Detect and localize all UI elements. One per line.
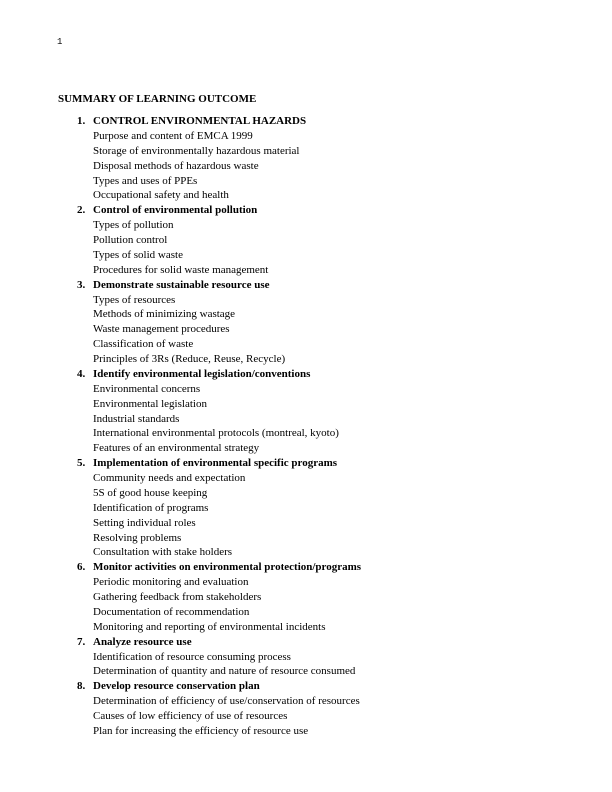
outcome-subitem-text: Waste management procedures bbox=[93, 323, 230, 336]
outcome-subitem-text: Identification of programs bbox=[93, 501, 209, 514]
outcome-subitem-text: Determination of quantity and nature of resource consumed bbox=[93, 665, 356, 678]
outcome-number: 1. bbox=[77, 115, 86, 127]
outcome-subitem-text: Determination of efficiency of use/conservation of resources bbox=[93, 695, 360, 708]
outcome-heading-text: Demonstrate sustainable resource use bbox=[93, 278, 270, 291]
outcome-subitem-text: Types of pollution bbox=[93, 219, 174, 232]
outcome-heading-text: Analyze resource use bbox=[93, 635, 192, 648]
outcome-subitem-text: Types of solid waste bbox=[93, 248, 183, 261]
document-title: SUMMARY OF LEARNING OUTCOME bbox=[58, 93, 257, 105]
outcome-number: 4. bbox=[77, 367, 86, 380]
outcome-subitem-text: Principles of 3Rs (Reduce, Reuse, Recycle) bbox=[93, 353, 286, 365]
outcome-heading-text: Identify environmental legislation/conventions bbox=[93, 367, 311, 380]
outcome-heading-text: Monitor activities on environmental protection/programs bbox=[93, 561, 362, 574]
outcome-subitem-text: Resolving problems bbox=[93, 531, 182, 544]
outcome-subitem-text: Periodic monitoring and evaluation bbox=[93, 576, 249, 589]
outcome-heading-text: Implementation of environmental specific programs bbox=[93, 457, 338, 470]
outcome-number: 5. bbox=[77, 457, 86, 470]
outcome-subitem-text: Industrial standards bbox=[93, 412, 180, 425]
outcome-subitem-text: Monitoring and reporting of environmental incidents bbox=[93, 620, 326, 633]
outcome-number: 6. bbox=[77, 561, 86, 574]
outcome-subitem-text: Features of an environmental strategy bbox=[93, 442, 260, 455]
outcome-subitem-text: Causes of low efficiency of use of resources bbox=[93, 710, 288, 722]
outcome-number: 8. bbox=[77, 680, 86, 693]
outcome-subitem-text: Pollution control bbox=[93, 234, 168, 246]
page-number: 1 bbox=[57, 37, 63, 47]
outcome-subitem-text: Environmental concerns bbox=[93, 382, 201, 395]
outcome-subitem-text: Occupational safety and health bbox=[93, 189, 229, 202]
outcome-number: 2. bbox=[77, 204, 86, 217]
outcome-subitem-text: Environmental legislation bbox=[93, 397, 207, 410]
outcome-subitem-text: Disposal methods of hazardous waste bbox=[93, 159, 259, 172]
outcome-subitem-text: Types of resources bbox=[93, 293, 176, 306]
outcome-subitem-text: Procedures for solid waste management bbox=[93, 263, 269, 276]
outcome-subitem-text: Gathering feedback from stakeholders bbox=[93, 591, 262, 603]
outcome-subitem-text: Purpose and content of EMCA 1999 bbox=[93, 129, 253, 142]
outcome-subitem-text: International environmental protocols (montreal, kyoto) bbox=[93, 427, 339, 440]
outcome-subitem-text: Classification of waste bbox=[93, 338, 194, 351]
outcome-subitem-text: Methods of minimizing wastage bbox=[93, 308, 236, 321]
outcome-subitem-text: Community needs and expectation bbox=[93, 472, 246, 484]
outcome-number: 3. bbox=[77, 278, 86, 291]
outcome-heading-text: Develop resource conservation plan bbox=[93, 680, 260, 693]
outcome-subitem-text: Types and uses of PPEs bbox=[93, 174, 198, 187]
outcome-heading-text: CONTROL ENVIRONMENTAL HAZARDS bbox=[93, 115, 307, 127]
outcome-subitem-text: Documentation of recommendation bbox=[93, 605, 250, 618]
outcome-subitem-text: 5S of good house keeping bbox=[93, 486, 208, 499]
outcome-subitem-text: Consultation with stake holders bbox=[93, 546, 233, 559]
outcome-subitem-text: Identification of resource consuming process bbox=[93, 650, 291, 663]
outcome-subitem-text: Setting individual roles bbox=[93, 516, 196, 529]
outcome-subitem-text: Plan for increasing the efficiency of resource use bbox=[93, 724, 309, 737]
outcome-subitem-text: Storage of environmentally hazardous material bbox=[93, 144, 300, 157]
outcome-heading-text: Control of environmental pollution bbox=[93, 204, 258, 217]
outcome-number: 7. bbox=[77, 635, 86, 648]
